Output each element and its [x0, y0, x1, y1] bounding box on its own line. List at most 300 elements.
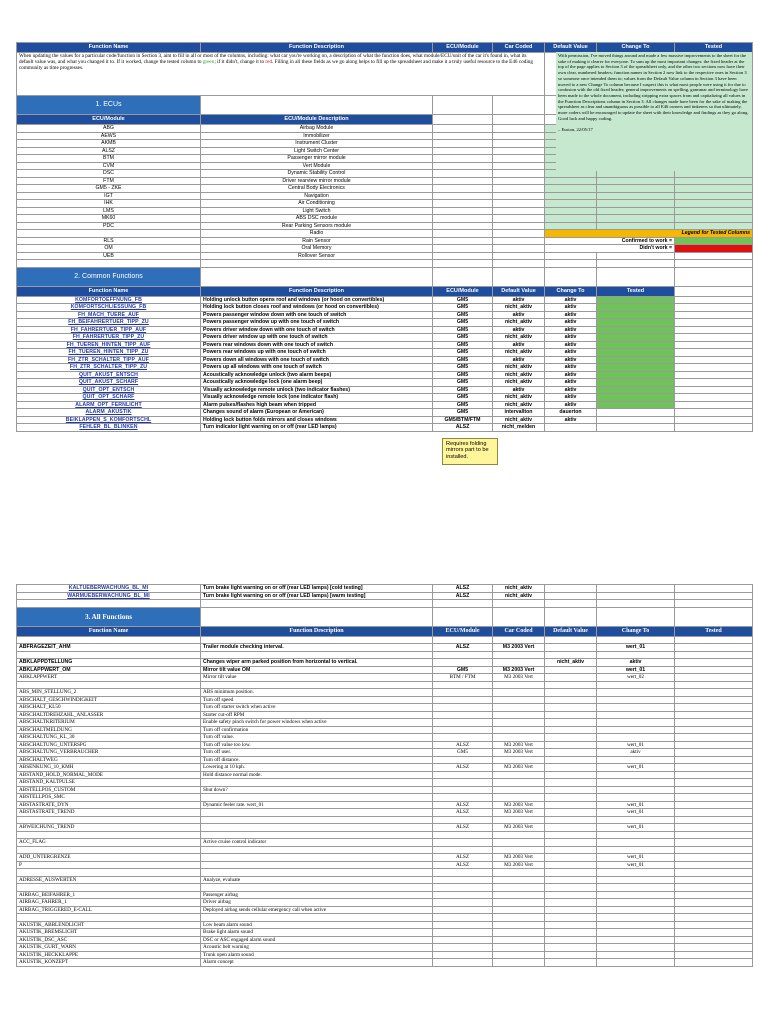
ecu-module[interactable]: GM5: [433, 326, 493, 334]
default-value[interactable]: aktiv: [493, 311, 545, 319]
tested[interactable]: [675, 734, 753, 742]
empty-cell[interactable]: [675, 592, 753, 600]
change-to[interactable]: aktiv: [545, 379, 597, 387]
tested-cell[interactable]: [597, 416, 675, 424]
tested-cell[interactable]: [597, 379, 675, 387]
tested[interactable]: [675, 906, 753, 914]
ecu-module[interactable]: [433, 734, 493, 742]
function-name[interactable]: ABSCHALT_KL50: [17, 704, 201, 712]
change-to[interactable]: [597, 771, 675, 779]
function-description[interactable]: Turn off confirmation: [201, 726, 433, 734]
empty-cell[interactable]: [597, 592, 675, 600]
default-value[interactable]: [545, 794, 597, 802]
ecu-module[interactable]: [433, 869, 493, 877]
empty-cell[interactable]: [493, 162, 545, 170]
change-to[interactable]: [545, 424, 597, 432]
change-to[interactable]: aktiv: [597, 749, 675, 757]
car-coded[interactable]: [493, 876, 545, 884]
car-coded[interactable]: M3 2003 Vert: [493, 674, 545, 682]
ecu-module[interactable]: [433, 756, 493, 764]
function-name[interactable]: ABKLAPPWERT_OM: [17, 666, 201, 674]
empty-cell[interactable]: [493, 252, 545, 260]
ecu-module[interactable]: GM5: [433, 364, 493, 372]
empty-cell[interactable]: [545, 585, 597, 593]
function-name[interactable]: ABSCHALTMELDUNG: [17, 726, 201, 734]
change-to[interactable]: [597, 914, 675, 922]
car-coded[interactable]: [493, 681, 545, 689]
function-name[interactable]: AIRBAG_BEIFAHRER_1: [17, 891, 201, 899]
tested[interactable]: [675, 936, 753, 944]
ecu-module[interactable]: [433, 876, 493, 884]
function-description[interactable]: Brake light alarm sound: [201, 929, 433, 937]
car-coded[interactable]: [493, 756, 545, 764]
ecu-module[interactable]: [433, 689, 493, 697]
function-name[interactable]: ABSTAND_KALTPULSE: [17, 779, 201, 787]
car-coded[interactable]: [493, 959, 545, 967]
empty-cell[interactable]: [675, 379, 753, 387]
function-description[interactable]: Turn off distance.: [201, 756, 433, 764]
function-description[interactable]: Holding unlock button opens roof and windows (or hood on convertibles): [201, 296, 433, 304]
function-name[interactable]: [17, 681, 201, 689]
car-coded[interactable]: [493, 794, 545, 802]
change-to[interactable]: wert_02: [597, 674, 675, 682]
ecu-module[interactable]: ALSZ: [433, 824, 493, 832]
function-description[interactable]: Holding lock button closes roof and windows (or hood on convertibles): [201, 304, 433, 312]
ecu-module[interactable]: ALSZ: [433, 644, 493, 652]
empty-cell[interactable]: [675, 304, 753, 312]
change-to[interactable]: [597, 704, 675, 712]
header-function-name[interactable]: Function Name: [17, 43, 201, 53]
function-description[interactable]: Deployed airbag sends cellular emergency call when active: [201, 906, 433, 914]
tested-cell[interactable]: [597, 424, 675, 432]
ecu-code-cell[interactable]: ALSZ: [17, 147, 201, 155]
change-to[interactable]: aktiv: [545, 386, 597, 394]
default-value[interactable]: [545, 929, 597, 937]
change-to[interactable]: [597, 929, 675, 937]
car-coded[interactable]: M3 2003 Vert: [493, 764, 545, 772]
function-description[interactable]: ABS minimum position.: [201, 689, 433, 697]
ecu-module[interactable]: GM5: [433, 356, 493, 364]
ecu-description-cell[interactable]: Radio: [201, 230, 433, 238]
function-name[interactable]: ABSCHALTUNG_UNTERSPG: [17, 741, 201, 749]
ecu-module[interactable]: [433, 726, 493, 734]
change-to[interactable]: aktiv: [545, 326, 597, 334]
ecu-module[interactable]: [433, 704, 493, 712]
car-coded[interactable]: [493, 951, 545, 959]
empty-cell[interactable]: [493, 245, 545, 253]
function-name[interactable]: [17, 884, 201, 892]
tested[interactable]: [675, 749, 753, 757]
ecu-description-cell[interactable]: Central Body Electronics: [201, 185, 433, 193]
ecu-code-cell[interactable]: RLS: [17, 237, 201, 245]
ecu-module[interactable]: GM5: [433, 319, 493, 327]
default-value[interactable]: [545, 824, 597, 832]
car-coded[interactable]: [493, 914, 545, 922]
function-description[interactable]: Trailer module checking interval.: [201, 644, 433, 652]
ecu-code-cell[interactable]: GM5 - ZKE: [17, 185, 201, 193]
function-description[interactable]: Turn off value.: [201, 734, 433, 742]
empty-cell[interactable]: [675, 296, 753, 304]
tested[interactable]: [675, 951, 753, 959]
default-value[interactable]: [545, 906, 597, 914]
function-name[interactable]: ABSTASTRATE_DYN: [17, 801, 201, 809]
default-value[interactable]: [545, 869, 597, 877]
default-value[interactable]: [545, 734, 597, 742]
change-to[interactable]: [597, 779, 675, 787]
empty-cell[interactable]: [597, 585, 675, 593]
ecu-code-cell[interactable]: OM: [17, 245, 201, 253]
function-link[interactable]: WARMUEBERWACHUNG_BL_MI: [17, 592, 201, 600]
function-link[interactable]: BEIKLAPPEN_S_KOMFORTSCHL: [17, 416, 201, 424]
ecu-code-cell[interactable]: ABG: [17, 125, 201, 133]
empty-cell[interactable]: [433, 132, 493, 140]
change-to[interactable]: aktiv: [545, 371, 597, 379]
tested-cell[interactable]: [597, 311, 675, 319]
empty-cell[interactable]: [433, 207, 493, 215]
default-value[interactable]: [545, 756, 597, 764]
ecu-module[interactable]: GM5: [433, 394, 493, 402]
tested[interactable]: [675, 756, 753, 764]
empty-cell[interactable]: [433, 147, 493, 155]
function-description[interactable]: Mirror tilt value OM: [201, 666, 433, 674]
change-to[interactable]: [597, 719, 675, 727]
change-to[interactable]: wert_01: [597, 861, 675, 869]
empty-cell[interactable]: [433, 125, 493, 133]
function-description[interactable]: [201, 651, 433, 659]
function-name[interactable]: ABSCHALTUNG_KL_30: [17, 734, 201, 742]
tested[interactable]: [675, 659, 753, 667]
empty-cell[interactable]: [675, 341, 753, 349]
change-to[interactable]: aktiv: [545, 341, 597, 349]
ecu-module[interactable]: [433, 936, 493, 944]
function-name[interactable]: ABSCHALT_GESCHWINDIGKEIT: [17, 696, 201, 704]
header-ecu-module[interactable]: ECU/Module: [433, 43, 493, 53]
empty-cell[interactable]: [675, 409, 753, 417]
ecu-module[interactable]: ALSZ: [433, 741, 493, 749]
function-description[interactable]: Powers down all windows with one touch of switch: [201, 356, 433, 364]
ecu-module[interactable]: GM5: [433, 379, 493, 387]
tested[interactable]: [675, 899, 753, 907]
tested[interactable]: [675, 696, 753, 704]
empty-cell[interactable]: [493, 200, 545, 208]
default-value[interactable]: aktiv: [493, 296, 545, 304]
empty-cell[interactable]: [493, 132, 545, 140]
default-value[interactable]: nicht_aktiv: [493, 304, 545, 312]
tested-cell[interactable]: [597, 334, 675, 342]
ecu-module[interactable]: [433, 839, 493, 847]
car-coded[interactable]: [493, 734, 545, 742]
ecu-module[interactable]: GM5: [433, 341, 493, 349]
ecu-module[interactable]: [433, 846, 493, 854]
ecu-description-cell[interactable]: Dynamic Stability Control: [201, 170, 433, 178]
function-description[interactable]: Driver airbag: [201, 899, 433, 907]
default-value[interactable]: nicht_aktiv: [493, 379, 545, 387]
empty-cell[interactable]: [545, 592, 597, 600]
empty-cell[interactable]: [675, 319, 753, 327]
ecu-module[interactable]: GM5: [433, 749, 493, 757]
ecu-description-cell[interactable]: Rollover Sensor: [201, 252, 433, 260]
car-coded[interactable]: [493, 636, 545, 644]
empty-cell[interactable]: [433, 237, 493, 245]
car-coded[interactable]: [493, 711, 545, 719]
function-description[interactable]: Powers rear windows up with one touch of switch: [201, 349, 433, 357]
empty-cell[interactable]: [545, 252, 597, 260]
default-value[interactable]: [545, 771, 597, 779]
change-to[interactable]: aktiv: [545, 319, 597, 327]
ecu-code-cell[interactable]: AEWS: [17, 132, 201, 140]
ecu-module[interactable]: ALSZ: [433, 764, 493, 772]
ecu-code-cell[interactable]: MK60: [17, 215, 201, 223]
change-to[interactable]: [597, 711, 675, 719]
ecu-description-cell[interactable]: Light Switch Center: [201, 147, 433, 155]
empty-cell[interactable]: [675, 416, 753, 424]
tested[interactable]: [675, 771, 753, 779]
function-description[interactable]: Mirror tilt value: [201, 674, 433, 682]
change-to[interactable]: aktiv: [545, 356, 597, 364]
function-link[interactable]: FH_FAHRERTUER_TIPP_ZU: [17, 334, 201, 342]
function-description[interactable]: Dynamic feeler rate. wert_01: [201, 801, 433, 809]
ecu-code-cell[interactable]: IHK: [17, 200, 201, 208]
ecu-module[interactable]: [433, 914, 493, 922]
tested[interactable]: [675, 876, 753, 884]
function-name[interactable]: ABS_MIN_STELLUNG_2: [17, 689, 201, 697]
change-to[interactable]: [597, 816, 675, 824]
ecu-description-cell[interactable]: Vert Module: [201, 162, 433, 170]
function-name[interactable]: [17, 846, 201, 854]
function-name[interactable]: ADRESSE_AUSWERTEN: [17, 876, 201, 884]
empty-cell[interactable]: [433, 245, 493, 253]
default-value[interactable]: aktiv: [493, 341, 545, 349]
ecu-module[interactable]: ALSZ: [433, 854, 493, 862]
ecu-code-cell[interactable]: PDC: [17, 222, 201, 230]
change-to[interactable]: dauerton: [545, 409, 597, 417]
ecu-description-cell[interactable]: Passenger mirror module: [201, 155, 433, 163]
tested[interactable]: [675, 809, 753, 817]
function-link[interactable]: FH_BEIFAHRERTUER_TIPP_ZU: [17, 319, 201, 327]
ecu-module[interactable]: GM5: [433, 296, 493, 304]
empty-cell[interactable]: [493, 170, 545, 178]
tested[interactable]: [675, 711, 753, 719]
default-value[interactable]: [545, 936, 597, 944]
empty-cell[interactable]: [493, 147, 545, 155]
empty-cell[interactable]: [433, 192, 493, 200]
default-value[interactable]: nicht_aktiv: [493, 349, 545, 357]
change-to[interactable]: [597, 636, 675, 644]
function-name[interactable]: ADD_UNTERGRENZE: [17, 854, 201, 862]
folding-mirrors-comment[interactable]: [442, 438, 498, 465]
change-to[interactable]: aktiv: [545, 296, 597, 304]
default-value[interactable]: aktiv: [493, 356, 545, 364]
default-value[interactable]: [545, 764, 597, 772]
ecu-code-cell[interactable]: CVM: [17, 162, 201, 170]
ecu-module[interactable]: [433, 771, 493, 779]
function-name[interactable]: AIRBAG_FAHRER_1: [17, 899, 201, 907]
tested-cell[interactable]: [597, 349, 675, 357]
default-value[interactable]: aktiv: [493, 326, 545, 334]
tested[interactable]: [675, 839, 753, 847]
function-description[interactable]: Passenger airbag: [201, 891, 433, 899]
change-to[interactable]: [597, 951, 675, 959]
car-coded[interactable]: M3 2003 Vert: [493, 809, 545, 817]
change-to[interactable]: aktiv: [545, 401, 597, 409]
tested[interactable]: [675, 704, 753, 712]
ecu-module[interactable]: GM5: [433, 386, 493, 394]
ecu-module[interactable]: BTM / FTM: [433, 674, 493, 682]
function-description[interactable]: [201, 861, 433, 869]
ecu-code-cell[interactable]: AKMB: [17, 140, 201, 148]
function-description[interactable]: Trunk open alarm sound: [201, 951, 433, 959]
function-description[interactable]: [201, 846, 433, 854]
car-coded[interactable]: [493, 704, 545, 712]
ecu-code-cell[interactable]: IGT: [17, 192, 201, 200]
change-to[interactable]: [597, 786, 675, 794]
change-to[interactable]: wert_01: [597, 809, 675, 817]
function-description[interactable]: [201, 636, 433, 644]
ecu-module[interactable]: ALSZ: [433, 861, 493, 869]
ecu-code-cell[interactable]: BTM: [17, 155, 201, 163]
function-description[interactable]: Powers rear windows down with one touch of switch: [201, 341, 433, 349]
tested-cell[interactable]: [597, 356, 675, 364]
tested[interactable]: [675, 794, 753, 802]
ecu-module[interactable]: GM5: [433, 401, 493, 409]
car-coded[interactable]: M3 2003 Vert: [493, 861, 545, 869]
tested-cell[interactable]: [597, 364, 675, 372]
function-description[interactable]: [201, 681, 433, 689]
ecu-module[interactable]: [433, 659, 493, 667]
car-coded[interactable]: [493, 689, 545, 697]
ecu-module[interactable]: GM5: [433, 349, 493, 357]
empty-cell[interactable]: [597, 252, 675, 260]
function-description[interactable]: Acoustic belt warning: [201, 944, 433, 952]
function-name[interactable]: [17, 914, 201, 922]
change-to[interactable]: wert_01: [597, 854, 675, 862]
function-description[interactable]: [201, 824, 433, 832]
car-coded[interactable]: M3 2003 Vert: [493, 824, 545, 832]
tested[interactable]: [675, 824, 753, 832]
car-coded[interactable]: [493, 884, 545, 892]
default-value[interactable]: [545, 644, 597, 652]
function-description[interactable]: Lowering at 10 kph.: [201, 764, 433, 772]
change-to[interactable]: [597, 689, 675, 697]
function-name[interactable]: ABSTASTRATE_TREND: [17, 809, 201, 817]
function-name[interactable]: ABSCHALTKRITERIUM: [17, 719, 201, 727]
change-to[interactable]: [597, 831, 675, 839]
default-value[interactable]: nicht_aktiv: [493, 416, 545, 424]
ecu-module[interactable]: [433, 711, 493, 719]
default-value[interactable]: [545, 696, 597, 704]
ecu-module[interactable]: GM5/BTM/FTM: [433, 416, 493, 424]
empty-cell[interactable]: [675, 386, 753, 394]
tested-cell[interactable]: [597, 409, 675, 417]
header-change-to[interactable]: Change To: [597, 43, 675, 53]
tested[interactable]: [675, 681, 753, 689]
function-description[interactable]: Turn off speed: [201, 696, 433, 704]
change-to[interactable]: aktiv: [545, 311, 597, 319]
car-coded[interactable]: [493, 921, 545, 929]
tested-cell[interactable]: [597, 394, 675, 402]
empty-cell[interactable]: [433, 230, 493, 238]
function-description[interactable]: Enable safety pinch switch for power windows when active: [201, 719, 433, 727]
function-description[interactable]: Turn indicator light warning on or off (rear LED lamps): [201, 424, 433, 432]
ecu-module[interactable]: [433, 719, 493, 727]
change-to[interactable]: aktiv: [545, 304, 597, 312]
function-name[interactable]: AKUSTIK_DSC_ASC: [17, 936, 201, 944]
default-value[interactable]: nicht_aktiv: [493, 334, 545, 342]
function-description[interactable]: Alarm concept: [201, 959, 433, 967]
function-name[interactable]: AKUSTIK_KONZEPT: [17, 959, 201, 967]
default-value[interactable]: [545, 959, 597, 967]
default-value[interactable]: [545, 689, 597, 697]
tested-cell[interactable]: [597, 341, 675, 349]
car-coded[interactable]: M3 2003 Vert: [493, 749, 545, 757]
tested-cell[interactable]: [597, 371, 675, 379]
car-coded[interactable]: [493, 779, 545, 787]
ecu-module[interactable]: [433, 891, 493, 899]
ecu-module[interactable]: [433, 906, 493, 914]
tested[interactable]: [675, 891, 753, 899]
function-description[interactable]: [201, 831, 433, 839]
function-link[interactable]: QUIT_OPT_ENTSCH: [17, 386, 201, 394]
ecu-module[interactable]: [433, 681, 493, 689]
function-description[interactable]: Holding lock button folds mirrors and closes windows: [201, 416, 433, 424]
tested[interactable]: [675, 689, 753, 697]
function-name[interactable]: ABSCHALTDREHZAHL_ANLASSER: [17, 711, 201, 719]
function-description[interactable]: [201, 779, 433, 787]
car-coded[interactable]: [493, 696, 545, 704]
function-description[interactable]: Powers driver window down with one touch of switch: [201, 326, 433, 334]
default-value[interactable]: [545, 839, 597, 847]
function-link[interactable]: KOMFORTOEFFNUNG_FB: [17, 296, 201, 304]
tested[interactable]: [675, 959, 753, 967]
function-name[interactable]: ABKLAPPDTELLUNG: [17, 659, 201, 667]
default-value[interactable]: nicht_aktiv: [493, 394, 545, 402]
empty-cell[interactable]: [675, 394, 753, 402]
ecu-module[interactable]: [433, 944, 493, 952]
change-to[interactable]: aktiv: [545, 416, 597, 424]
ecu-description-cell[interactable]: Instrument Cluster: [201, 140, 433, 148]
change-to[interactable]: aktiv: [545, 349, 597, 357]
empty-cell[interactable]: [493, 177, 545, 185]
ecu-module[interactable]: [433, 651, 493, 659]
tested[interactable]: [675, 779, 753, 787]
ecu-module[interactable]: [433, 794, 493, 802]
change-to[interactable]: [597, 936, 675, 944]
change-to[interactable]: [597, 906, 675, 914]
function-description[interactable]: Changes sound of alarm (European or American): [201, 409, 433, 417]
function-name[interactable]: ACC_FLAG: [17, 839, 201, 847]
change-to[interactable]: [597, 876, 675, 884]
function-name[interactable]: ABSCHALTWEG: [17, 756, 201, 764]
empty-cell[interactable]: [433, 200, 493, 208]
function-description[interactable]: Turn off user.: [201, 749, 433, 757]
change-to[interactable]: [597, 944, 675, 952]
tested[interactable]: [675, 674, 753, 682]
ecu-module[interactable]: ALSZ: [433, 585, 493, 593]
header-tested[interactable]: Tested: [675, 43, 753, 53]
function-link[interactable]: QUIT_AKUST_SCHARF: [17, 379, 201, 387]
car-coded[interactable]: M3 2003 Vert: [493, 644, 545, 652]
function-name[interactable]: ABSTELLPOS_SMC: [17, 794, 201, 802]
default-value[interactable]: [545, 884, 597, 892]
tested[interactable]: [675, 726, 753, 734]
ecu-module[interactable]: GM5: [433, 666, 493, 674]
change-to[interactable]: [597, 839, 675, 847]
car-coded[interactable]: [493, 651, 545, 659]
function-description[interactable]: Acoustically acknowledge lock (one alarm beep): [201, 379, 433, 387]
ecu-description-cell[interactable]: Airbag Module: [201, 125, 433, 133]
change-to[interactable]: wert_01: [597, 644, 675, 652]
empty-cell[interactable]: [675, 311, 753, 319]
